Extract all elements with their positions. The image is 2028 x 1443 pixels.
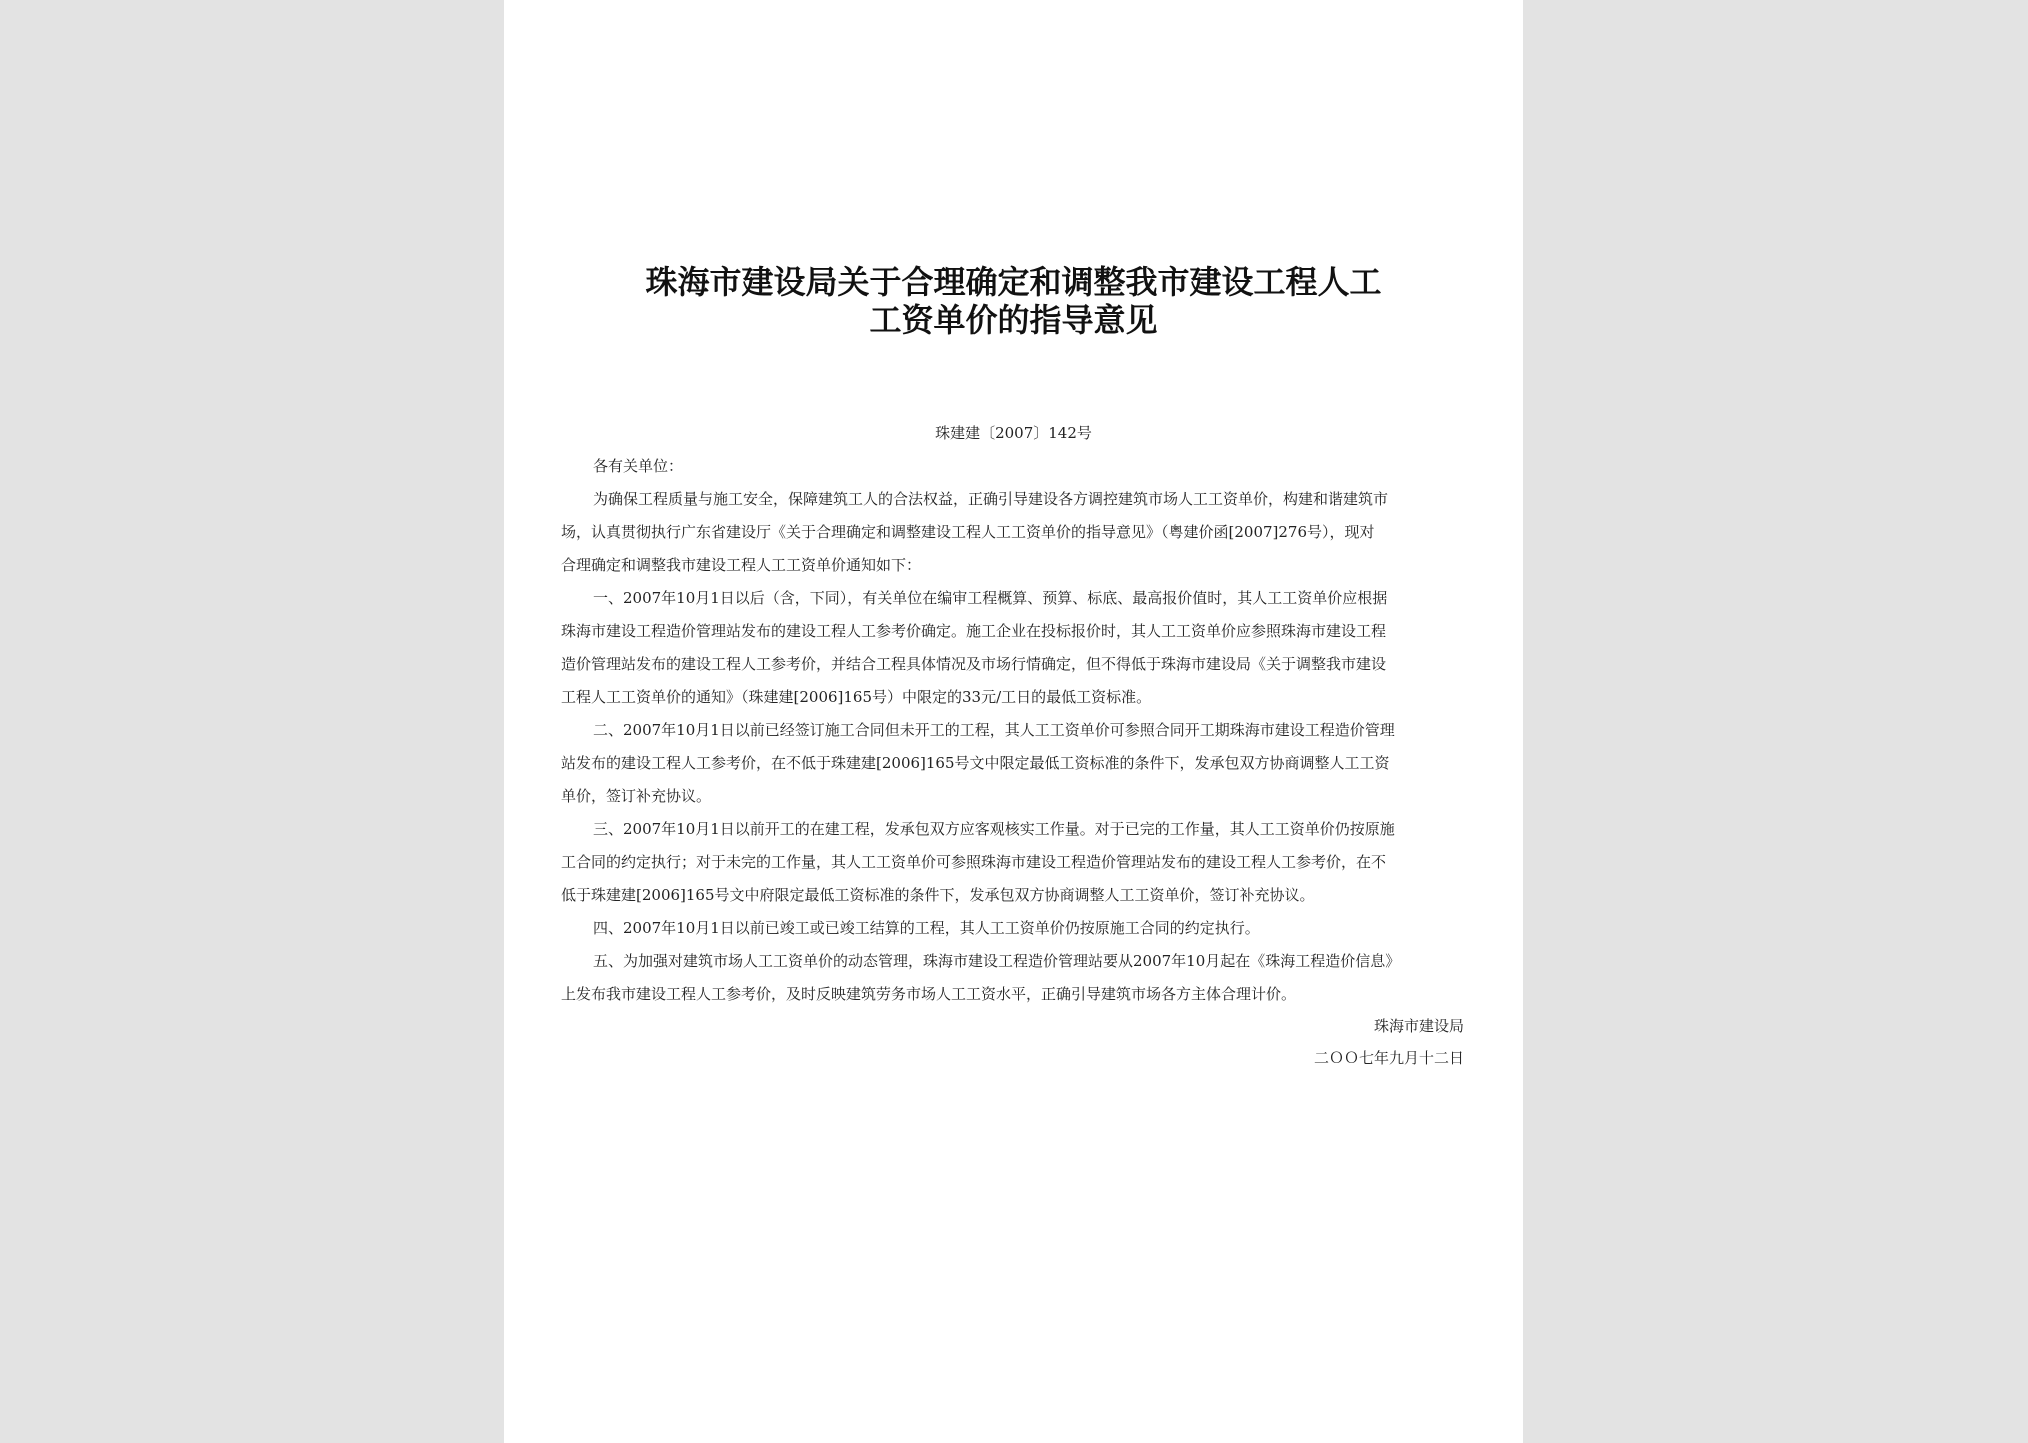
issuer-signature: 珠海市建设局 xyxy=(1373,1017,1464,1035)
body-line: 一、2007年10月1日以后（含，下同），有关单位在编审工程概算、预算、标底、最高报价值时，其人工工资单价应根据 xyxy=(593,589,1388,607)
document-number: 珠建建〔2007〕142号 xyxy=(935,424,1092,442)
body-line: 四、2007年10月1日以前已竣工或已竣工结算的工程，其人工工资单价仍按原施工合同的约定执行。 xyxy=(593,919,1260,937)
body-line: 低于珠建建[2006]165号文中府限定最低工资标准的条件下，发承包双方协商调整人工工资单价，签订补充协议。 xyxy=(561,886,1315,904)
issue-date: 二ＯＯ七年九月十二日 xyxy=(1313,1049,1464,1067)
body-line: 二、2007年10月1日以前已经签订施工合同但未开工的工程，其人工工资单价可参照合同开工期珠海市建设工程造价管理 xyxy=(593,721,1395,739)
salutation: 各有关单位： xyxy=(593,457,684,475)
body-line: 为确保工程质量与施工安全，保障建筑工人的合法权益，正确引导建设各方调控建筑市场人工工资单价，构建和谐建筑市 xyxy=(593,490,1389,508)
body-line: 工程人工工资单价的通知》（珠建建[2006]165号）中限定的33元/工日的最低工资标准。 xyxy=(561,688,1152,706)
body-line: 单价，签订补充协议。 xyxy=(561,787,712,805)
body-line: 工合同的约定执行；对于未完的工作量，其人工工资单价可参照珠海市建设工程造价管理站发布的建设工程人工参考价，在不 xyxy=(561,853,1387,871)
body-line: 上发布我市建设工程人工参考价，及时反映建筑劳务市场人工工资水平，正确引导建筑市场各方主体合理计价。 xyxy=(561,985,1297,1003)
body-line: 合理确定和调整我市建设工程人工工资单价通知如下： xyxy=(561,556,922,574)
body-line: 站发布的建设工程人工参考价，在不低于珠建建[2006]165号文中限定最低工资标准的条件下，发承包双方协商调整人工工资 xyxy=(561,754,1390,772)
body-line: 场，认真贯彻执行广东省建设厅《关于合理确定和调整建设工程人工工资单价的指导意见》（粤建价函[2007]276号），现对 xyxy=(561,523,1375,541)
document-title-line-1: 珠海市建设局关于合理确定和调整我市建设工程人工 xyxy=(645,263,1382,301)
document-page xyxy=(504,0,1523,1443)
body-line: 珠海市建设工程造价管理站发布的建设工程人工参考价确定。施工企业在投标报价时，其人工工资单价应参照珠海市建设工程 xyxy=(561,622,1387,640)
document-title-line-2: 工资单价的指导意见 xyxy=(869,301,1158,339)
body-line: 三、2007年10月1日以前开工的在建工程，发承包双方应客观核实工作量。对于已完的工作量，其人工工资单价仍按原施 xyxy=(593,820,1395,838)
body-line: 五、为加强对建筑市场人工工资单价的动态管理，珠海市建设工程造价管理站要从2007年10月起在《珠海工程造价信息》 xyxy=(593,952,1401,970)
body-line: 造价管理站发布的建设工程人工参考价，并结合工程具体情况及市场行情确定，但不得低于珠海市建设局《关于调整我市建设 xyxy=(561,655,1387,673)
